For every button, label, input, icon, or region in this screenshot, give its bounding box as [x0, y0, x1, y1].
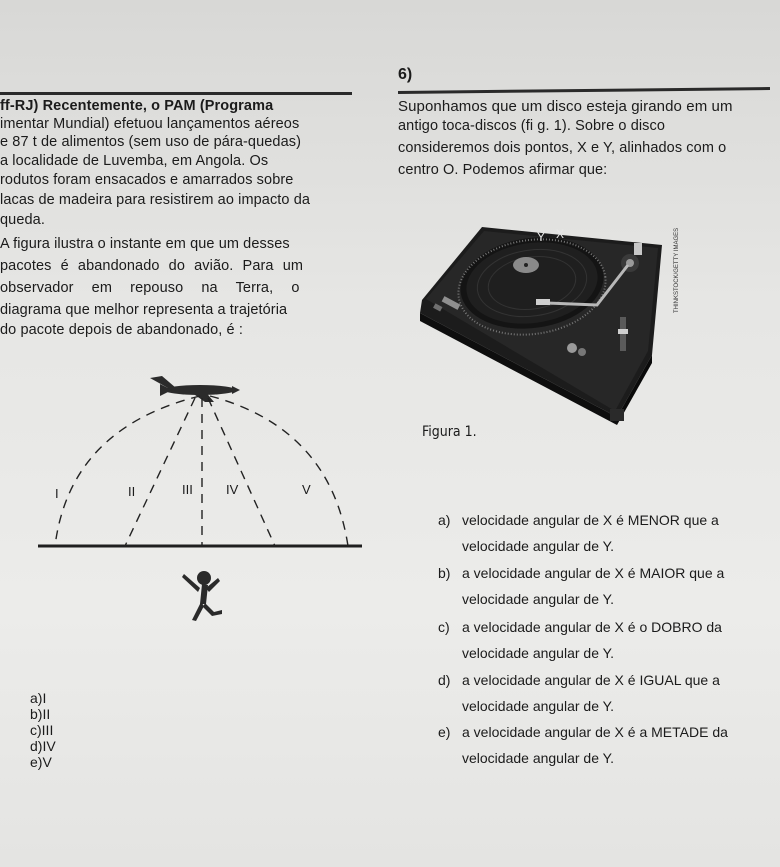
question-number: 6)	[398, 66, 413, 83]
option-d-line2: velocidade angular de Y.	[462, 698, 615, 714]
answer-c[interactable]: c)III	[30, 722, 54, 738]
option-a-letter[interactable]: a)	[438, 512, 451, 528]
option-e-line1[interactable]: a velocidade angular de X é a METADE da	[462, 724, 728, 740]
option-a-line2: velocidade angular de Y.	[462, 538, 615, 554]
left-line-3: a localidade de Luvemba, em Angola. Os	[0, 153, 269, 169]
right-line-2: consideremos dois pontos, X e Y, alinhados com o	[398, 140, 727, 156]
left-top-rule	[0, 92, 352, 95]
label-III: III	[182, 482, 193, 497]
answer-e[interactable]: e)V	[30, 754, 52, 770]
right-line-3: centro O. Podemos afirmar que:	[398, 162, 608, 178]
left-line-2: e 87 t de alimentos (sem uso de pára-quedas)	[0, 134, 302, 150]
trajectory-I	[55, 396, 200, 546]
label-II: II	[128, 484, 136, 499]
option-b-line1[interactable]: a velocidade angular de X é MAIOR que a	[462, 565, 725, 581]
option-e-letter[interactable]: e)	[438, 724, 451, 740]
option-c-line1[interactable]: a velocidade angular de X é o DOBRO da	[462, 619, 722, 635]
left-answers	[30, 690, 56, 770]
left-line-8: pacotes é abandonado do avião. Para um	[0, 258, 304, 274]
option-e-line2: velocidade angular de Y.	[462, 750, 615, 766]
left-line-5: lacas de madeira para resistirem ao impacto da	[0, 192, 311, 208]
right-top-rule	[398, 87, 770, 94]
label-IV: IV	[226, 482, 239, 497]
option-c-line2: velocidade angular de Y.	[462, 645, 615, 661]
left-line-7: A figura ilustra o instante em que um desses	[0, 236, 290, 252]
label-V: V	[302, 482, 311, 497]
left-line-10: diagrama que melhor representa a trajetória	[0, 302, 288, 318]
left-line-0: ff-RJ) Recentemente, o PAM (Programa	[0, 98, 274, 114]
option-d-line1[interactable]: a velocidade angular de X é IGUAL que a	[462, 672, 720, 688]
option-d-letter[interactable]: d)	[438, 672, 451, 688]
turntable-figure	[412, 205, 682, 425]
left-line-6: queda.	[0, 212, 45, 228]
option-c-letter[interactable]: c)	[438, 619, 450, 635]
trajectory-II	[125, 398, 195, 546]
figure-caption: Figura 1.	[422, 424, 477, 440]
label-I: I	[55, 486, 59, 501]
point-y-label: Y	[537, 230, 546, 244]
right-line-1: antigo toca-discos (fi g. 1). Sobre o disco	[398, 118, 666, 134]
left-line-4: rodutos foram ensacados e amarrados sobre	[0, 172, 294, 188]
right-line-0: Suponhamos que um disco esteja girando em um	[398, 98, 733, 115]
left-line-1: imentar Mundial) efetuou lançamentos aéreos	[0, 116, 300, 132]
option-b-line2: velocidade angular de Y.	[462, 591, 615, 607]
option-a-line1[interactable]: velocidade angular de X é MENOR que a	[462, 512, 719, 528]
observer-person-icon	[178, 566, 228, 626]
answer-d[interactable]: d)IV	[30, 738, 56, 754]
answer-b[interactable]: b)II	[30, 706, 51, 722]
point-x-label: X	[556, 227, 565, 241]
turntable-icon	[420, 227, 662, 425]
answer-a[interactable]: a)I	[30, 690, 47, 706]
left-line-9: observador em repouso na Terra, o	[0, 280, 300, 296]
image-credit: THINKSTOCK/GETTY IMAGES	[674, 227, 680, 313]
option-b-letter[interactable]: b)	[438, 565, 451, 581]
trajectory-V	[210, 396, 348, 546]
left-line-11: do pacote depois de abandonado, é :	[0, 322, 243, 338]
trajectory-IV	[208, 398, 275, 546]
